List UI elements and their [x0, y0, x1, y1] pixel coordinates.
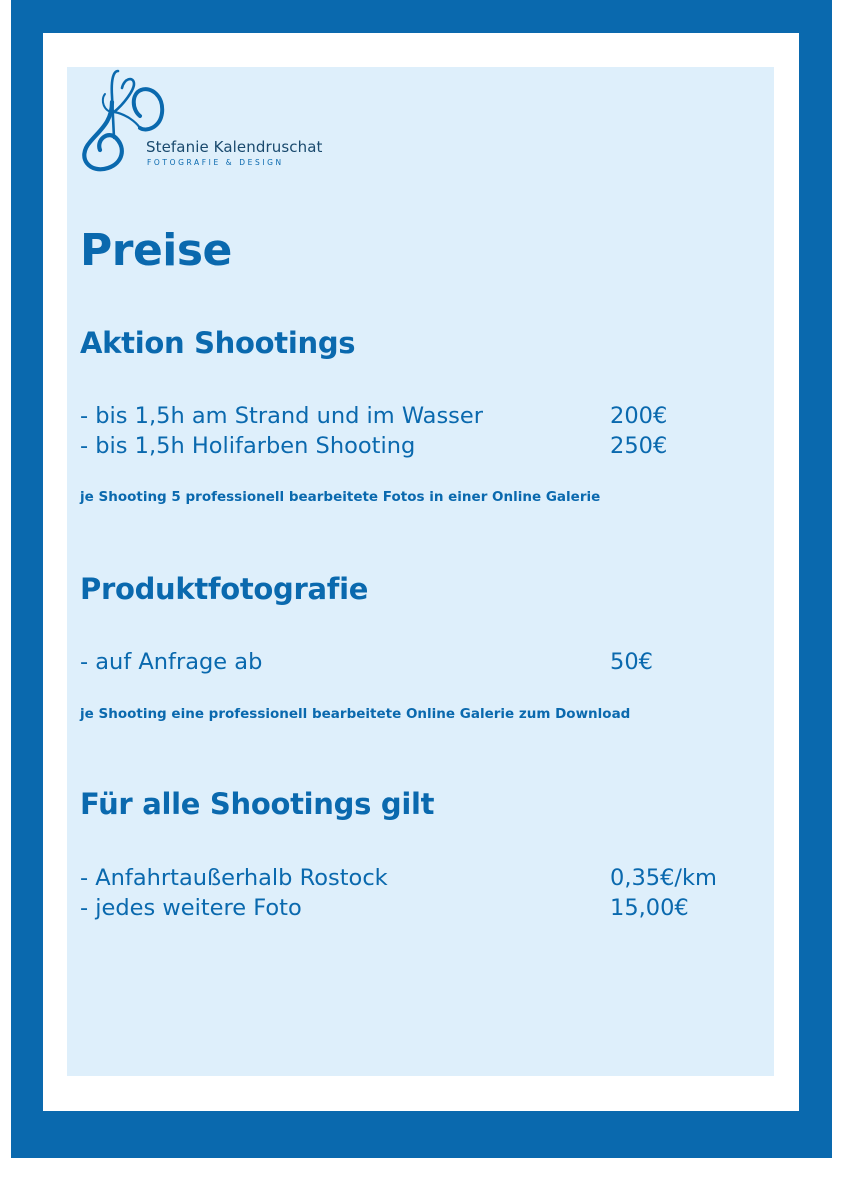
- price-item-value: 15,00€: [610, 895, 689, 921]
- price-item-value: 200€: [610, 403, 668, 429]
- section-note-produktfotografie: je Shooting eine professionell bearbeitete Online Galerie zum Download: [80, 706, 631, 722]
- price-item-value: 50€: [610, 649, 653, 675]
- section-title-aktion-shootings: Aktion Shootings: [80, 326, 356, 360]
- section-title-fuer-alle-shootings: Für alle Shootings gilt: [80, 787, 435, 821]
- price-item-value: 250€: [610, 433, 668, 459]
- price-item-label: - jedes weitere Foto: [80, 895, 302, 921]
- price-item-label: - Anfahrtaußerhalb Rostock: [80, 865, 388, 891]
- brand-tagline: FOTOGRAFIE & DESIGN: [147, 158, 284, 167]
- price-item-label: - bis 1,5h Holifarben Shooting: [80, 433, 416, 459]
- price-item-value: 0,35€/km: [610, 865, 717, 891]
- section-title-produktfotografie: Produktfotografie: [80, 572, 369, 606]
- price-item-label: - auf Anfrage ab: [80, 649, 263, 675]
- price-item-label: - bis 1,5h am Strand und im Wasser: [80, 403, 483, 429]
- page-title: Preise: [80, 225, 232, 276]
- brand-name: Stefanie Kalendruschat: [146, 138, 323, 156]
- section-note-aktion-shootings: je Shooting 5 professionell bearbeitete Fotos in einer Online Galerie: [80, 489, 601, 505]
